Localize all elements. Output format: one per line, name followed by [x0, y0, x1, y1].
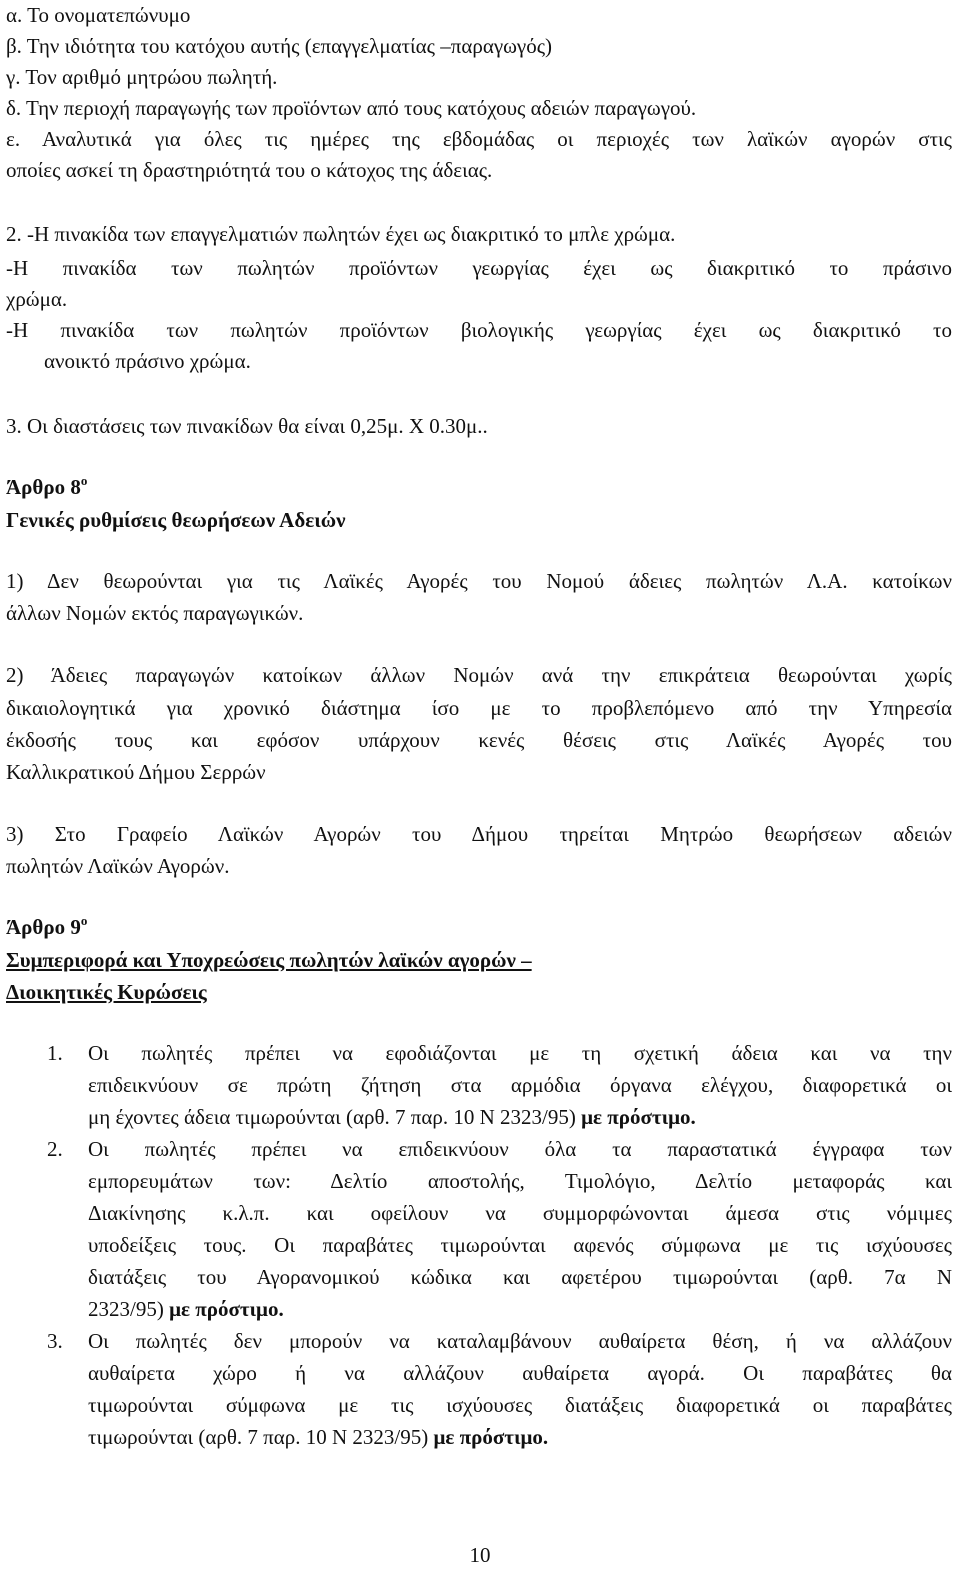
list-item-e-continued: οποίες ασκεί τη δραστηριότητά του ο κάτοχος της άδειας. [6, 158, 493, 182]
list-item-a: α. Το ονοματεπώνυμο [6, 3, 191, 27]
article-9-heading [6, 912, 87, 942]
article-9-item-3-text: τιμωρούνται (αρθ. 7 παρ. 10 Ν 2323/95) [88, 1425, 434, 1449]
article-8-heading [6, 472, 87, 502]
plate-organic-paragraph-continued: ανοικτό πράσινο χρώμα. [44, 349, 251, 373]
article-9-item-1-line: Οι πωλητές πρέπει να εφοδιάζονται με τη σχετική άδεια και να την [88, 1041, 952, 1065]
article-9-subtitle-continued: Διοικητικές Κυρώσεις [6, 980, 207, 1004]
plate-organic-paragraph: -Η πινακίδα των πωλητών προϊόντων βιολογικής γεωργίας έχει ως διακριτικό το [6, 318, 952, 342]
article-9-item-3-penalty: με πρόστιμο. [433, 1425, 549, 1449]
article-9-item-2-line: Οι πωλητές πρέπει να επιδεικνύουν όλα τα παραστατικά έγγραφα των [88, 1137, 952, 1161]
article-8-paragraph-2-line-4: Καλλικρατικού Δήμου Σερρών [6, 760, 266, 784]
article-9-item-2-last-line [88, 1294, 952, 1324]
article-8-paragraph-2: 2) Άδειες παραγωγών κατοίκων άλλων Νομών ανά την επικράτεια θεωρούνται χωρίς [6, 663, 952, 687]
article-9-item-2-number: 2. [47, 1137, 63, 1161]
article-9-item-3-line: τιμωρούνται σύμφωνα με τις ισχύουσες διατάξεις διαφορετικά οι παραβάτες [88, 1393, 952, 1417]
article-8-paragraph-1-continued: άλλων Νομών εκτός παραγωγικών. [6, 601, 304, 625]
article-8-paragraph-2-line-3: έκδοσής τους και εφόσον υπάρχουν κενές θέσεις στις Λαϊκές Αγορές του [6, 728, 952, 752]
article-9-item-2-line: υποδείξεις τους. Οι παραβάτες τιμωρούνται αφενός σύμφωνα με τις ισχύουσες [88, 1233, 952, 1257]
article-9-item-1-text: μη έχοντες άδεια τιμωρούνται (αρθ. 7 παρ. 10 Ν 2323/95) [88, 1105, 582, 1129]
article-8-paragraph-3: 3) Στο Γραφείο Λαϊκών Αγορών του Δήμου τηρείται Μητρώο θεωρήσεων αδειών [6, 822, 952, 846]
article-8-paragraph-3-continued: πωλητών Λαϊκών Αγορών. [6, 854, 230, 878]
article-8-subtitle: Γενικές ρυθμίσεις θεωρήσεων Αδειών [6, 508, 346, 532]
article-9-item-2-text: 2323/95) [88, 1297, 170, 1321]
list-item-b: β. Την ιδιότητα του κατόχου αυτής (επαγγελματίας –παραγωγός) [6, 34, 553, 58]
plate-blue-paragraph: 2. -Η πινακίδα των επαγγελματιών πωλητών έχει ως διακριτικό το μπλε χρώμα. [6, 222, 676, 246]
plate-green-paragraph-continued: χρώμα. [6, 287, 68, 311]
article-9-item-2-line: διατάξεις του Αγορανομικού κώδικα και αφετέρου τιμωρούνται (αρθ. 7α Ν [88, 1265, 952, 1289]
article-9-item-3-last-line [88, 1422, 952, 1452]
article-9-item-1-penalty: με πρόστιμο. [581, 1105, 696, 1129]
article-9-item-3-line: αυθαίρετα χώρο ή να αλλάζουν αυθαίρετα αγορά. Οι παραβάτες θα [88, 1361, 952, 1385]
article-9-item-1-last-line [88, 1102, 952, 1132]
page-number: 10 [469, 1543, 491, 1567]
list-item-d: δ. Την περιοχή παραγωγής των προϊόντων από τους κατόχους αδειών παραγωγού. [6, 96, 697, 120]
plate-green-paragraph: -Η πινακίδα των πωλητών προϊόντων γεωργίας έχει ως διακριτικό το πράσινο [6, 256, 952, 280]
list-item-c: γ. Τον αριθμό μητρώου πωλητή. [6, 65, 278, 89]
article-9-item-3-line: Οι πωλητές δεν μπορούν να καταλαμβάνουν αυθαίρετα θέση, ή να αλλάζουν [88, 1329, 952, 1353]
article-9-heading-text: Άρθρο 9 [6, 915, 81, 939]
article-9-item-2-penalty: με πρόστιμο. [169, 1297, 284, 1321]
article-8-heading-text: Άρθρο 8 [6, 475, 81, 499]
article-9-item-1-line: επιδεικνύουν σε πρώτη ζήτηση στα αρμόδια όργανα ελέγχου, διαφορετικά οι [88, 1073, 952, 1097]
article-9-item-2-line: Διακίνησης κ.λ.π. και οφείλουν να συμμορφώνονται άμεσα στις νόμιμες [88, 1201, 952, 1225]
article-8-heading-sup: ο [80, 473, 88, 488]
article-9-heading-sup: ο [80, 913, 88, 928]
article-9-item-1-number: 1. [47, 1041, 63, 1065]
article-9-item-2-line: εμπορευμάτων των: Δελτίο αποστολής, Τιμολόγιο, Δελτίο μεταφοράς και [88, 1169, 952, 1193]
article-9-item-3-number: 3. [47, 1329, 63, 1353]
list-item-e: ε. Αναλυτικά για όλες τις ημέρες της εβδομάδας οι περιοχές των λαϊκών αγορών στις [6, 127, 952, 151]
plate-dimensions-paragraph: 3. Οι διαστάσεις των πινακίδων θα είναι 0,25μ. Χ 0.30μ.. [6, 414, 488, 438]
article-9-subtitle: Συμπεριφορά και Υποχρεώσεις πωλητών λαϊκών αγορών – [6, 948, 532, 972]
article-8-paragraph-1: 1) Δεν θεωρούνται για τις Λαϊκές Αγορές του Νομού άδειες πωλητών Λ.Α. κατοίκων [6, 569, 952, 593]
article-8-paragraph-2-line-2: δικαιολογητικά για χρονικό διάστημα ίσο με το προβλεπόμενο από την Υπηρεσία [6, 696, 952, 720]
